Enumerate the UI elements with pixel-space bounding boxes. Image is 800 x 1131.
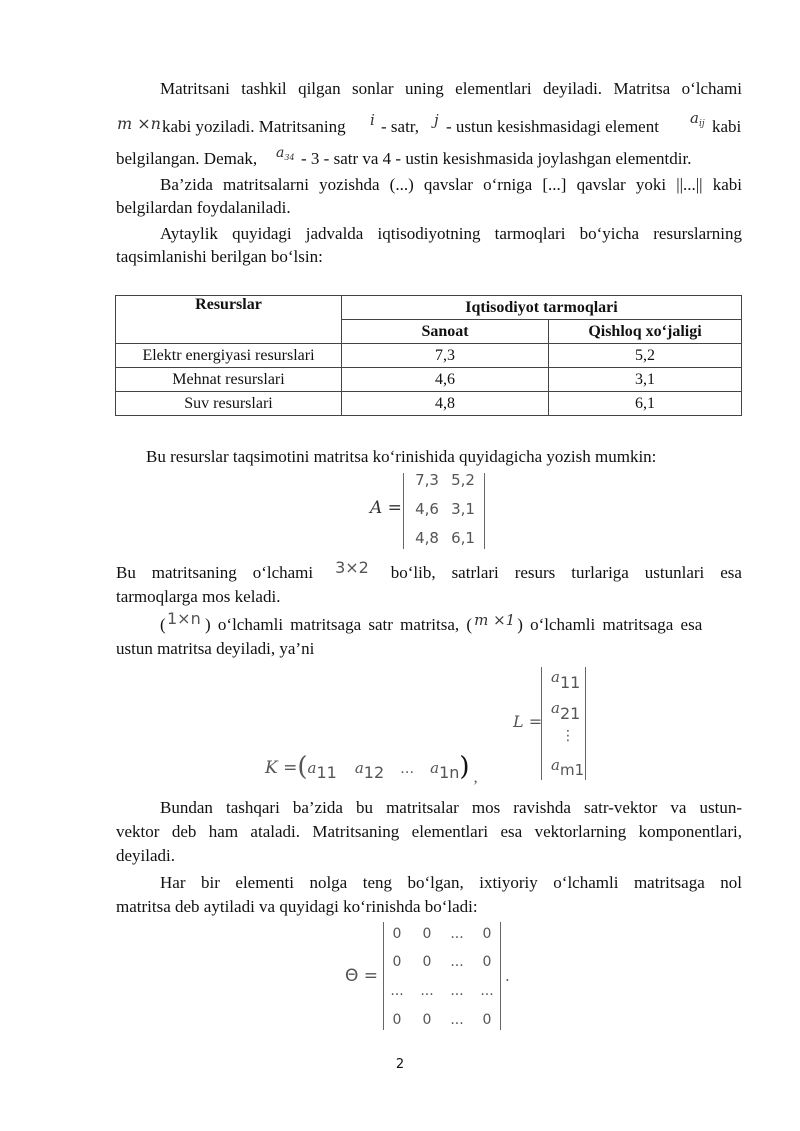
p1-line2-text-b: - satr,	[381, 117, 420, 136]
p3-line1: Aytaylik quyidagi jadvalda iqtisodiyotning tarmoqlari bo‘yicha resurslarning	[160, 224, 742, 243]
matrix-a-cell: 4,6	[415, 500, 439, 518]
matrix-k-close-paren: )	[459, 752, 470, 782]
matrix-k-dots: …	[400, 761, 415, 777]
row-name: Elektr energiyasi resurslari	[116, 344, 342, 368]
index-j: j	[434, 111, 439, 129]
p5-word: o‘lchami	[252, 563, 314, 582]
row-name: Mehnat resurslari	[116, 368, 342, 392]
resources-table	[115, 295, 742, 416]
p7-line1: Bundan tashqari ba’zida bu matritsalar mos ravishda satr-vektor va ustun-	[160, 798, 742, 817]
matrix-a-cell: 7,3	[415, 471, 439, 489]
p5-word: esa	[720, 563, 742, 582]
table-row	[116, 368, 742, 392]
row-agriculture-value: 5,2	[549, 344, 742, 368]
table-row	[116, 344, 742, 368]
p5-word: resurs	[514, 563, 556, 582]
matrix-theta-cell: ...	[420, 983, 434, 999]
matrix-theta-cell: ...	[390, 983, 404, 999]
dimension-mn: m ×n	[117, 114, 161, 133]
dimension-1xn: 1×n	[167, 609, 201, 628]
matrix-theta-right-bar	[500, 922, 501, 1030]
matrix-theta-cell: ...	[450, 983, 464, 999]
p1-line1: Matritsani tashkil qilgan sonlar uning elementlari deyiladi. Matritsa o‘lchami	[160, 79, 742, 98]
matrix-theta-cell: ...	[450, 954, 464, 970]
p5-word: Bu	[116, 563, 136, 582]
matrix-k-entry: a	[354, 759, 364, 777]
matrix-k-entry: a	[430, 759, 440, 777]
matrix-theta-cell: 0	[482, 954, 492, 970]
p1-line2-text-d: kabi	[712, 117, 742, 136]
element-aij	[690, 107, 705, 135]
p6-text-b: ) o‘lchamli matritsaga esa	[517, 615, 703, 634]
matrix-k-comma: ,	[473, 769, 478, 786]
row-agriculture-value: 3,1	[549, 368, 742, 392]
row-industry-value: 7,3	[342, 344, 549, 368]
p6-line1	[205, 611, 742, 636]
matrix-theta-cell: 0	[422, 954, 432, 970]
p6-text-a: ) o‘lchamli matritsaga satr matritsa, (	[205, 615, 473, 634]
matrix-l-entry: a21	[551, 699, 581, 723]
matrix-k-subscript: 1n	[439, 763, 460, 782]
aij-base: a	[690, 109, 699, 127]
header-industry: Sanoat	[342, 320, 549, 344]
p1-line2-text-a: kabi yoziladi. Matritsaning	[162, 117, 346, 136]
matrix-l-right-bar	[585, 667, 586, 780]
p5-word: satrlari	[451, 563, 499, 582]
p2-line2: belgilardan foydalaniladi.	[116, 198, 291, 217]
row-agriculture-value: 6,1	[549, 392, 742, 416]
a34-subscript: 34	[284, 153, 295, 162]
matrix-theta-cell: 0	[482, 926, 492, 942]
matrix-a-cell: 3,1	[451, 500, 475, 518]
header-agriculture: Qishloq xo‘jaligi	[549, 320, 742, 344]
matrix-l-label: L =	[513, 712, 543, 731]
matrix-a-right-bar	[484, 473, 485, 549]
matrix-l-entry: a11	[551, 668, 581, 692]
matrix-k-subscript: 12	[363, 763, 385, 782]
matrix-a-label: A =	[370, 498, 402, 518]
aij-subscript: ij	[698, 119, 705, 129]
matrix-k-entry: a	[307, 759, 317, 777]
p5-line1	[116, 558, 742, 584]
row-industry-value: 4,8	[342, 392, 549, 416]
p5-word: turlariga	[571, 563, 629, 582]
matrix-k-subscript: 11	[316, 763, 337, 782]
p1-line3-text-b: - 3 - satr va 4 - ustin kesishmasida joylashgan elementdir.	[301, 149, 692, 168]
p7-line2: vektor deb ham ataladi. Matritsaning elementlari esa vektorlarning komponentlari,	[116, 822, 742, 841]
element-a34	[276, 141, 295, 169]
matrix-theta-cell: 0	[392, 926, 402, 942]
header-sectors: Iqtisodiyot tarmoqlari	[342, 296, 742, 320]
matrix-theta-cell: 0	[392, 1012, 402, 1028]
matrix-theta-left-bar	[383, 922, 384, 1030]
matrix-l-left-bar	[541, 667, 542, 780]
p7-line3: deyiladi.	[116, 846, 176, 865]
table-row	[116, 392, 742, 416]
table-header-row	[116, 296, 742, 320]
matrix-k	[265, 750, 478, 786]
matrix-a-cell: 4,8	[415, 529, 439, 547]
row-industry-value: 4,6	[342, 368, 549, 392]
row-name: Suv resurslari	[116, 392, 342, 416]
p8-line1: Har bir elementi nolga teng bo‘lgan, ixtiyoriy o‘lchamli matritsaga nol	[160, 873, 742, 892]
matrix-theta-cell: ...	[480, 983, 494, 999]
p1-line3-text-a: belgilangan. Demak,	[116, 149, 258, 168]
p6-line2: ustun matritsa deyiladi, ya’ni	[116, 639, 315, 658]
matrix-theta-cell: 0	[482, 1012, 492, 1028]
matrix-theta-label: Θ =	[345, 966, 379, 986]
a34-base: a	[276, 145, 285, 161]
dimension-3x2: 3×2	[335, 558, 369, 577]
p6-open-paren: (	[160, 615, 166, 634]
dimension-mx1: m ×1	[474, 611, 516, 629]
matrix-k-open-paren: (	[297, 752, 308, 782]
header-resources: Resurslar	[116, 296, 342, 344]
matrix-l-vdots: ⋮	[561, 728, 575, 744]
p5-word: matritsaning	[151, 563, 237, 582]
matrix-theta-cell: 0	[392, 954, 402, 970]
index-i: i	[370, 111, 375, 129]
p8-line2: matritsa deb aytiladi va quyidagi ko‘rinishda bo‘ladi:	[116, 897, 478, 916]
matrix-a-left-bar	[403, 473, 404, 549]
p1-line2	[117, 113, 161, 135]
page-number: 2	[395, 1057, 405, 1072]
matrix-k-label: K =	[265, 758, 298, 778]
matrix-a-cell: 5,2	[451, 471, 475, 489]
matrix-theta-cell: 0	[422, 926, 432, 942]
matrix-theta-cell: ...	[450, 1012, 464, 1028]
matrix-a-cell: 6,1	[451, 529, 475, 547]
p1-line2-text-c: - ustun kesishmasidagi element	[446, 117, 659, 136]
p3-line2: taqsimlanishi berilgan bo‘lsin:	[116, 247, 323, 266]
matrix-theta-period: .	[505, 967, 510, 985]
p5-word: ustunlari	[644, 563, 705, 582]
matrix-theta-cell: ...	[450, 926, 464, 942]
p4-line: Bu resurslar taqsimotini matritsa ko‘rinishida quyidagicha yozish mumkin:	[146, 447, 657, 466]
matrix-theta-cell: 0	[422, 1012, 432, 1028]
matrix-l-entry: am1	[551, 756, 585, 779]
p5-line2: tarmoqlarga mos keladi.	[116, 587, 281, 606]
p5-word: bo‘lib,	[390, 563, 436, 582]
p2-line1: Ba’zida matritsalarni yozishda (...) qavslar o‘rniga [...] qavslar yoki ||...|| kabi	[160, 175, 742, 194]
